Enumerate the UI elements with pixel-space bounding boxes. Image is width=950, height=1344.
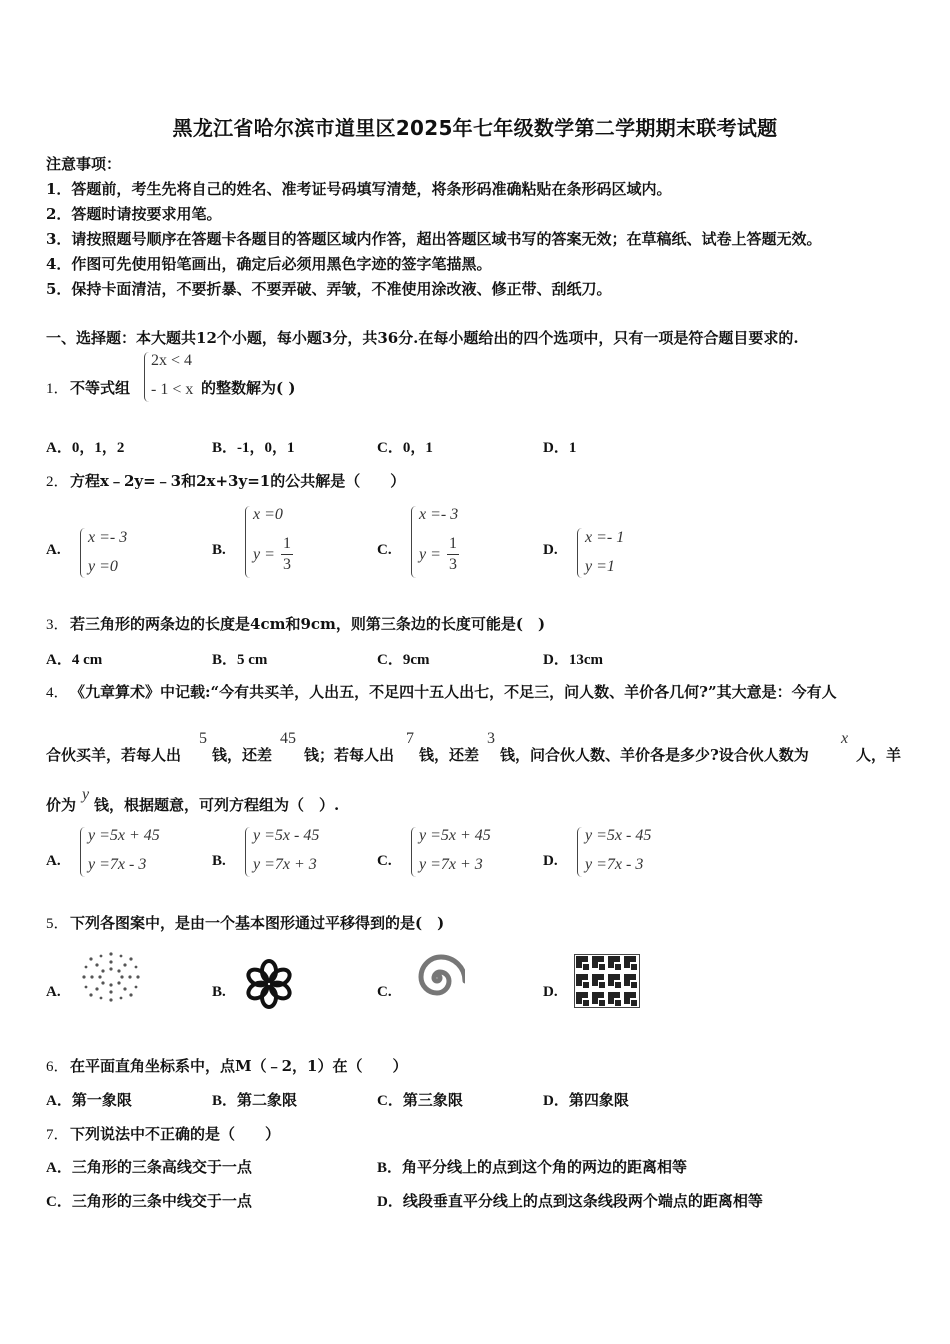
math-line: y =5x + 45 [419,827,491,844]
system-brace [577,827,582,877]
math-line: y =5x - 45 [253,827,320,844]
option-c[interactable]: C．三角形的三条中线交于一点 [46,1194,252,1210]
math-line: y = [253,546,275,563]
notice-item: 1．答题前，考生先将自己的姓名、准考证号码填写清楚，将条形码准确粘贴在条形码区域内。 [46,180,672,198]
option-b[interactable]: B．-1，0，1 [212,440,295,456]
question-text: 在平面直角坐标系中，点M（﹣2，1）在（ ） [70,1057,408,1075]
math-line: y =7x - 3 [88,856,147,873]
question-text: 钱，还差 [419,746,480,764]
question-number: 2． [46,474,69,490]
question-text: 钱，问合伙人数、羊价各是多少?设合伙人数为 [500,746,809,764]
question-number: 6． [46,1059,69,1075]
question-text: 钱；若每人出 [304,746,395,764]
question-number: 3． [46,617,69,633]
math-number: 7 [406,730,414,747]
section-heading: 一、选择题：本大题共12个小题，每小题3分，共36分.在每小题给出的四个选项中，只有一项是符合题目要求的. [46,329,799,347]
system-brace [411,827,416,877]
option-b[interactable]: B．5 cm [212,652,268,668]
option-a-label[interactable]: A. [46,542,61,558]
notice-item: 4．作图可先使用铅笔画出，确定后必须用黑色字迹的签字笔描黑。 [46,255,492,273]
math-line: x =- 3 [88,529,128,546]
notice-item: 5．保持卡面清洁，不要折暴、不要弄破、弄皱，不准使用涂改液、修正带、刮纸刀。 [46,280,612,298]
math-variable: y [82,786,90,803]
flower-figure [239,958,299,1010]
system-brace [245,506,250,578]
question-text: 价为 [46,796,77,814]
option-d[interactable]: D．13cm [543,652,603,668]
math-line: y =1 [585,558,615,575]
radial-dots-figure [76,948,146,1006]
question-text: 不等式组 [70,379,131,397]
question-number: 4． [46,685,69,701]
math-line: y =5x - 45 [585,827,652,844]
question-text: 下列各图案中，是由一个基本图形通过平移得到的是( ) [70,914,445,932]
math-line: - 1 < x [151,381,194,398]
math-line: y =7x - 3 [585,856,644,873]
option-c-label[interactable]: C. [377,542,392,558]
option-c[interactable]: C．0，1 [377,440,433,456]
system-brace [80,528,85,578]
option-d[interactable]: D．线段垂直平分线上的点到这条线段两个端点的距离相等 [377,1194,763,1210]
option-d-label[interactable]: D. [543,984,558,1000]
question-text: 若三角形的两条边的长度是4cm和9cm，则第三条边的长度可能是( ) [70,615,546,633]
option-a[interactable]: A．三角形的三条高线交于一点 [46,1160,252,1176]
notice-heading: 注意事项： [46,155,122,173]
question-number: 1． [46,381,69,397]
option-b[interactable]: B．角平分线上的点到这个角的两边的距离相等 [377,1160,688,1176]
option-a[interactable]: A．4 cm [46,652,103,668]
option-a-label[interactable]: A. [46,984,61,1000]
system-brace [80,827,85,877]
option-d-label[interactable]: D. [543,542,558,558]
math-line: y =5x + 45 [88,827,160,844]
option-c[interactable]: C．9cm [377,652,430,668]
question-text: 钱，还差 [212,746,273,764]
option-d[interactable]: D．第四象限 [543,1093,629,1109]
option-d-label[interactable]: D. [543,853,558,869]
option-a-label[interactable]: A. [46,853,61,869]
option-c-label[interactable]: C. [377,984,392,1000]
notice-item: 3．请按照题号顺序在答题卡各题目的答题区域内作答，超出答题区域书写的答案无效；在草稿纸、试卷上答题无效。 [46,230,822,248]
question-text: 方程x﹣2y=﹣3和2x+3y=1的公共解是（ ） [70,472,406,490]
question-number: 7． [46,1127,69,1143]
question-text: 下列说法中不正确的是（ ） [70,1125,281,1143]
math-line: y = [419,546,441,563]
option-b-label[interactable]: B. [212,542,226,558]
fraction: 1 3 [449,535,457,573]
math-line: x =- 1 [585,529,625,546]
question-number: 5． [46,916,69,932]
option-b-label[interactable]: B. [212,984,226,1000]
option-c[interactable]: C．第三象限 [377,1093,463,1109]
option-a[interactable]: A．0，1，2 [46,440,125,456]
tiled-pattern-figure [574,954,640,1008]
question-text: 合伙买羊，若每人出 [46,746,182,764]
question-text: 人，羊 [856,746,902,764]
math-number: 45 [280,730,296,747]
math-line: y =7x + 3 [419,856,483,873]
math-number: 5 [199,730,207,747]
system-brace [144,352,149,402]
math-line: x =0 [253,506,283,523]
option-b-label[interactable]: B. [212,853,226,869]
math-line: x =- 3 [419,506,459,523]
system-brace [411,506,416,578]
option-b[interactable]: B．第二象限 [212,1093,298,1109]
page-title: 黑龙江省哈尔滨市道里区2025年七年级数学第二学期期末联考试题 [172,116,778,140]
option-a[interactable]: A．第一象限 [46,1093,132,1109]
system-brace [245,827,250,877]
option-c-label[interactable]: C. [377,853,392,869]
math-line: y =0 [88,558,118,575]
fraction: 1 3 [283,535,291,573]
question-text: 钱，根据题意，可列方程组为（ ）. [94,796,340,814]
math-line: 2x < 4 [151,352,193,369]
notice-item: 2．答题时请按要求用笔。 [46,205,222,223]
question-text: 《九章算术》中记载:“今有共买羊，人出五，不足四十五人出七，不足三，问人数、羊价各几何?”其大意是：今有人 [70,683,837,701]
question-text: 的整数解为( ) [201,379,296,397]
option-d[interactable]: D．1 [543,440,577,456]
math-line: y =7x + 3 [253,856,317,873]
math-number: 3 [487,730,495,747]
math-variable: x [841,730,849,747]
spiral-figure [409,950,465,1004]
system-brace [577,528,582,578]
